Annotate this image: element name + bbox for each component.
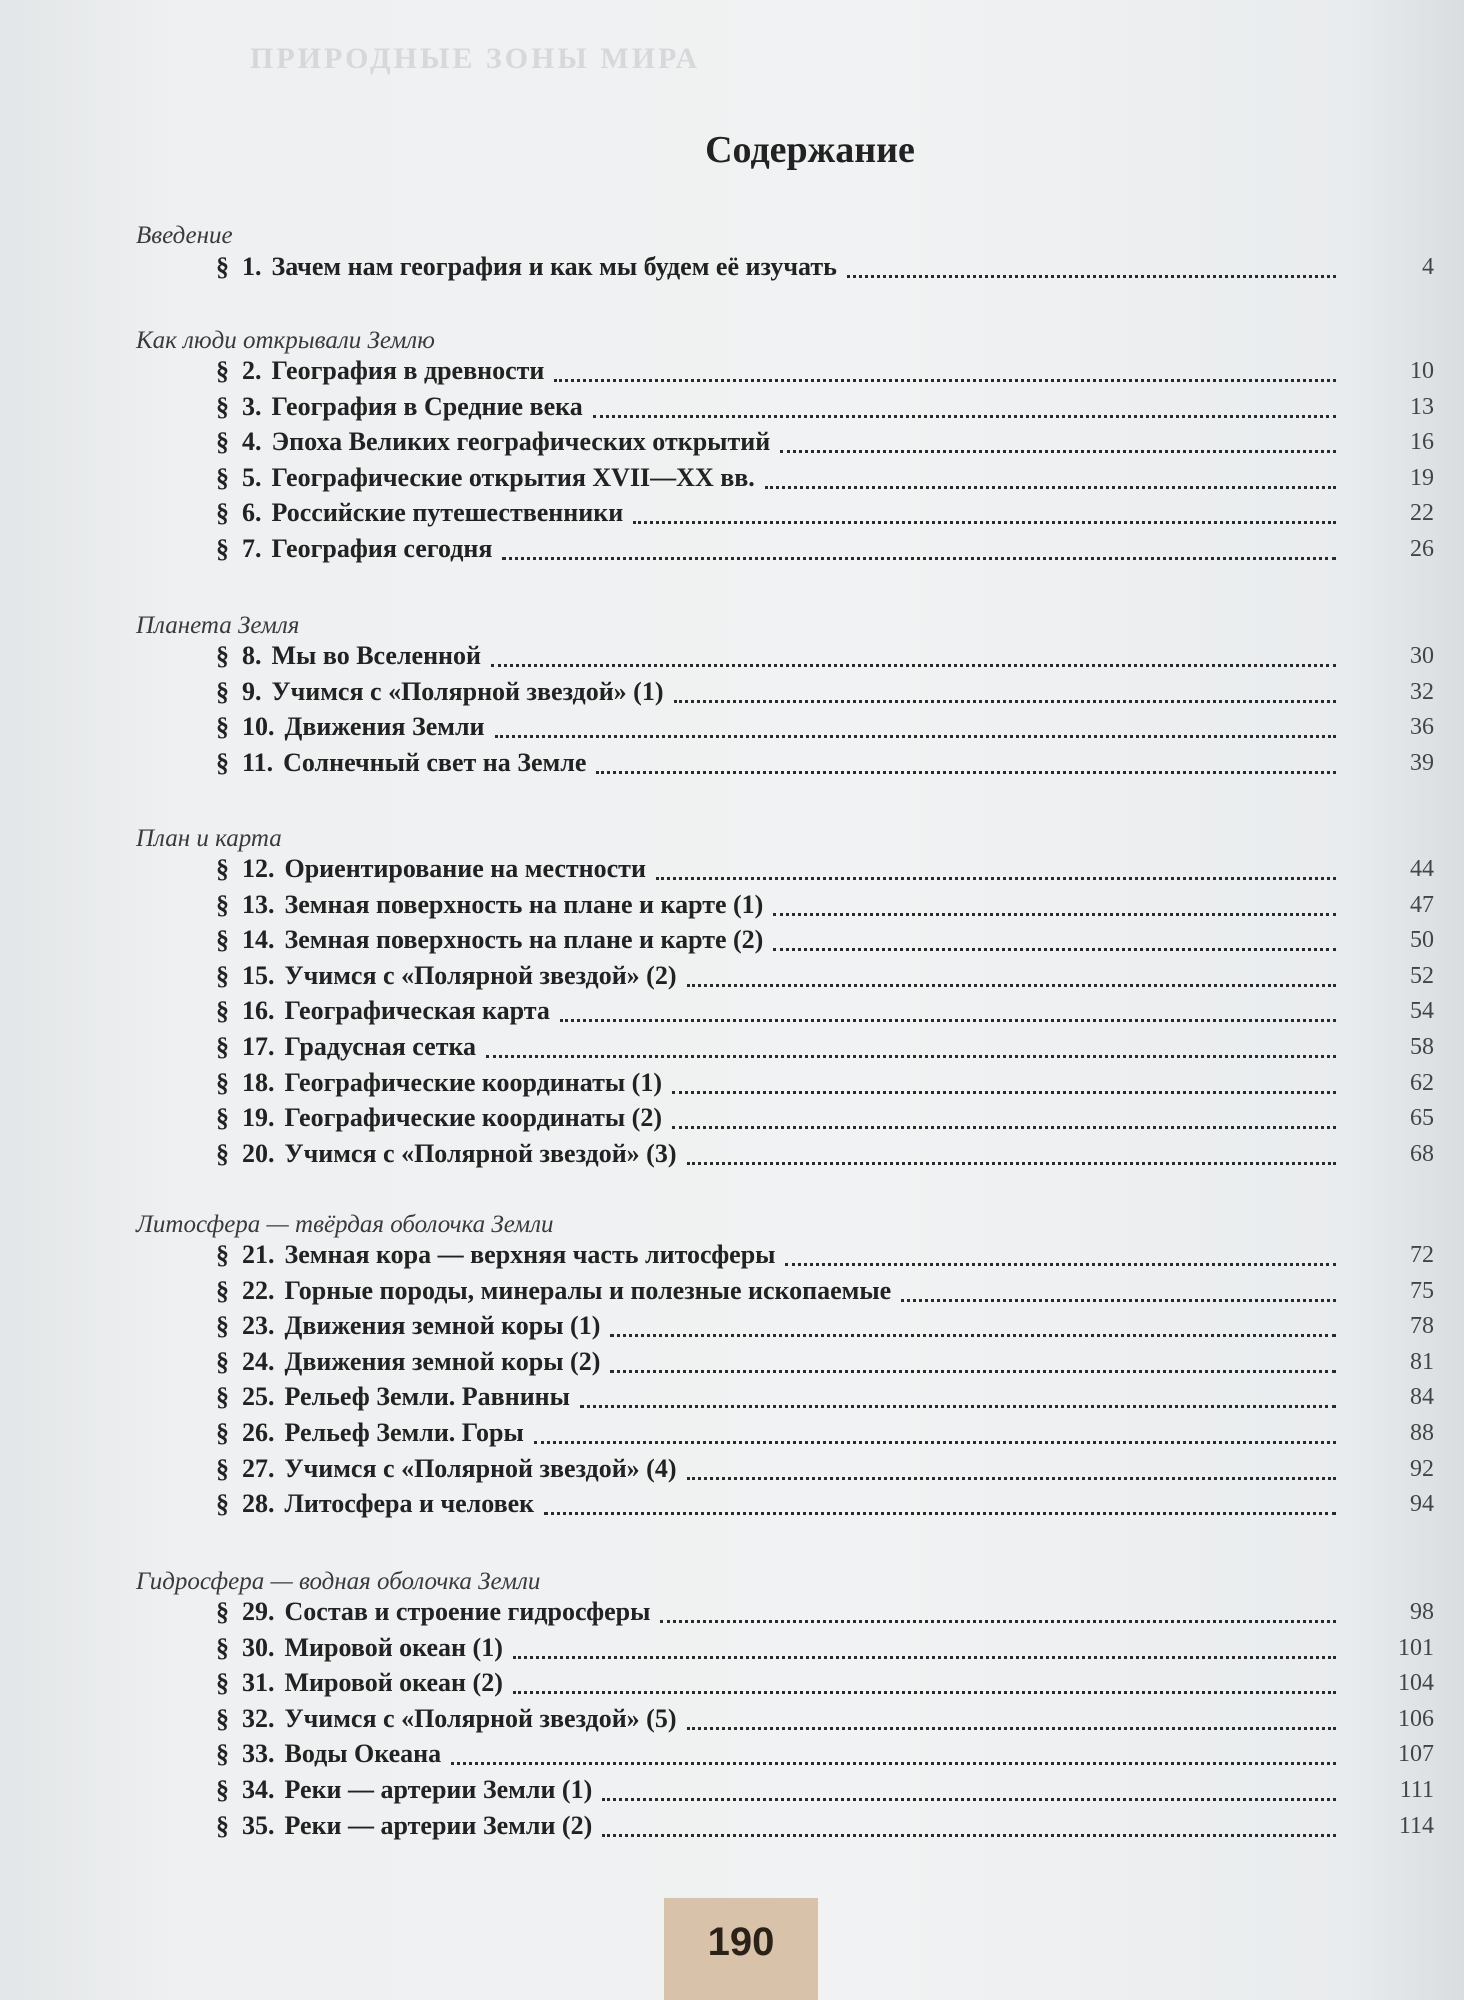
section-symbol: §	[216, 1276, 229, 1305]
toc-entry	[216, 1032, 1346, 1066]
dot-leader	[596, 770, 1336, 774]
toc-entry	[216, 252, 1346, 286]
dot-leader	[847, 274, 1336, 278]
entry-title: Рельеф Земли. Горы	[284, 1418, 524, 1447]
toc-entry	[216, 427, 1346, 461]
toc-entry	[216, 1311, 1346, 1345]
entry-number: 7.	[242, 534, 262, 563]
page-title: Содержание	[705, 129, 915, 171]
entry-page: 68	[1410, 1141, 1434, 1167]
entry-number: 26.	[242, 1418, 275, 1447]
dot-leader	[660, 1619, 1336, 1623]
entry-page: 72	[1410, 1242, 1434, 1268]
entry-title: Мы во Вселенной	[271, 641, 482, 670]
section-symbol: §	[216, 427, 229, 456]
entry-number: 28.	[242, 1489, 275, 1518]
section-symbol: §	[216, 498, 229, 527]
entry-number: 24.	[242, 1347, 275, 1376]
toc-entry	[216, 1382, 1346, 1416]
dot-leader	[580, 1404, 1336, 1408]
dot-leader	[672, 1090, 1336, 1094]
entry-number: 32.	[242, 1704, 275, 1733]
entry-title: Географические открытия XVII—XX вв.	[271, 463, 755, 492]
toc-entry	[216, 498, 1346, 532]
entry-number: 17.	[242, 1032, 275, 1061]
section-title: Гидросфера — водная оболочка Земли	[136, 1568, 541, 1595]
entry-number: 35.	[242, 1811, 275, 1840]
entry-number: 8.	[242, 641, 262, 670]
entry-number: 4.	[242, 427, 262, 456]
entry-page: 4	[1422, 254, 1434, 280]
toc-entry	[216, 890, 1346, 924]
section-title: Как люди открывали Землю	[136, 327, 435, 354]
entry-title: Зачем нам география и как мы будем её изучать	[271, 252, 837, 281]
entry-number: 27.	[242, 1454, 275, 1483]
entry-title: Мировой океан (1)	[284, 1633, 503, 1662]
dot-leader	[554, 378, 1336, 382]
entry-title: Российские путешественники	[271, 498, 624, 527]
dot-leader	[785, 1262, 1336, 1266]
toc-entry	[216, 961, 1346, 995]
dot-leader	[687, 1476, 1337, 1480]
page-number-box	[664, 1898, 818, 2000]
entry-number: 19.	[242, 1103, 275, 1132]
entry-page: 36	[1410, 714, 1434, 740]
dot-leader	[656, 876, 1336, 880]
entry-page: 88	[1410, 1420, 1434, 1446]
entry-number: 9.	[242, 677, 262, 706]
dot-leader	[560, 1018, 1336, 1022]
entry-page: 32	[1410, 679, 1434, 705]
dot-leader	[513, 1655, 1336, 1659]
entry-number: 31.	[242, 1668, 275, 1697]
toc-entry	[216, 854, 1346, 888]
entry-page: 65	[1410, 1105, 1434, 1131]
entry-title: Земная поверхность на плане и карте (1)	[284, 890, 764, 919]
section-symbol: §	[216, 1032, 229, 1061]
dot-leader	[486, 1054, 1336, 1058]
entry-page: 39	[1410, 750, 1434, 776]
entry-title: География в Средние века	[271, 392, 583, 421]
entry-page: 92	[1410, 1456, 1434, 1482]
section-title: Введение	[136, 222, 233, 249]
dot-leader	[451, 1761, 1336, 1765]
entry-number: 11.	[242, 748, 274, 777]
entry-title: Градусная сетка	[284, 1032, 477, 1061]
section-symbol: §	[216, 356, 229, 385]
entry-title: Движения земной коры (1)	[284, 1311, 601, 1340]
toc-entry	[216, 1704, 1346, 1738]
entry-number: 25.	[242, 1382, 275, 1411]
entry-title: Горные породы, минералы и полезные ископаемые	[284, 1276, 892, 1305]
toc-entry	[216, 1739, 1346, 1773]
entry-number: 22.	[242, 1276, 275, 1305]
entry-title: Солнечный свет на Земле	[283, 748, 587, 777]
toc-entry	[216, 392, 1346, 426]
entry-number: 18.	[242, 1068, 275, 1097]
entry-page: 107	[1398, 1741, 1434, 1767]
toc-entry	[216, 925, 1346, 959]
toc-entry	[216, 996, 1346, 1030]
toc-entry	[216, 1139, 1346, 1173]
dot-leader	[602, 1833, 1336, 1837]
section-symbol: §	[216, 1418, 229, 1447]
entry-number: 29.	[242, 1597, 275, 1626]
section-symbol: §	[216, 1704, 229, 1733]
running-header: ПРИРОДНЫЕ ЗОНЫ МИРА	[250, 42, 701, 75]
entry-number: 6.	[242, 498, 262, 527]
entry-page: 22	[1410, 500, 1434, 526]
entry-title: Учимся с «Полярной звездой» (3)	[284, 1139, 677, 1168]
section-title: Литосфера — твёрдая оболочка Земли	[136, 1211, 554, 1238]
entry-page: 16	[1410, 429, 1434, 455]
entry-page: 75	[1410, 1278, 1434, 1304]
toc-entry	[216, 1276, 1346, 1310]
section-symbol: §	[216, 252, 229, 281]
section-title: План и карта	[136, 825, 282, 852]
toc-entry	[216, 1597, 1346, 1631]
section-symbol: §	[216, 854, 229, 883]
entry-page: 19	[1410, 465, 1434, 491]
entry-title: Ориентирование на местности	[284, 854, 646, 883]
entry-page: 101	[1398, 1635, 1434, 1661]
section-symbol: §	[216, 925, 229, 954]
entry-number: 10.	[242, 712, 275, 741]
entry-page: 114	[1398, 1813, 1434, 1839]
dot-leader	[544, 1511, 1336, 1515]
entry-page: 30	[1410, 643, 1434, 669]
entry-number: 21.	[242, 1240, 275, 1269]
section-symbol: §	[216, 1489, 229, 1518]
dot-leader	[773, 947, 1336, 951]
section-symbol: §	[216, 1311, 229, 1340]
toc-entry	[216, 748, 1346, 782]
entry-page: 44	[1410, 856, 1434, 882]
dot-leader	[610, 1369, 1336, 1373]
dot-leader	[687, 1726, 1337, 1730]
entry-title: Состав и строение гидросферы	[284, 1597, 651, 1626]
entry-page: 10	[1410, 358, 1434, 384]
section-symbol: §	[216, 1103, 229, 1132]
section-symbol: §	[216, 1633, 229, 1662]
dot-leader	[672, 1125, 1336, 1129]
toc-entry	[216, 677, 1346, 711]
entry-title: Реки — артерии Земли (1)	[284, 1775, 593, 1804]
entry-title: Эпоха Великих географических открытий	[271, 427, 771, 456]
entry-number: 13.	[242, 890, 275, 919]
section-symbol: §	[216, 534, 229, 563]
dot-leader	[765, 485, 1336, 489]
toc-entry	[216, 1633, 1346, 1667]
toc-entry	[216, 1454, 1346, 1488]
dot-leader	[901, 1298, 1336, 1302]
dot-leader	[687, 983, 1337, 987]
section-symbol: §	[216, 996, 229, 1025]
entry-page: 54	[1410, 998, 1434, 1024]
section-symbol: §	[216, 1739, 229, 1768]
entry-number: 23.	[242, 1311, 275, 1340]
entry-page: 111	[1399, 1777, 1434, 1803]
dot-leader	[534, 1440, 1336, 1444]
entry-page: 62	[1410, 1070, 1434, 1096]
toc-entry	[216, 1347, 1346, 1381]
toc-entry	[216, 534, 1346, 568]
entry-number: 2.	[242, 356, 262, 385]
entry-number: 16.	[242, 996, 275, 1025]
toc-entry	[216, 1668, 1346, 1702]
entry-number: 30.	[242, 1633, 275, 1662]
entry-number: 3.	[242, 392, 262, 421]
dot-leader	[610, 1333, 1336, 1337]
entry-title: География в древности	[271, 356, 545, 385]
entry-page: 50	[1410, 927, 1434, 953]
entry-title: Учимся с «Полярной звездой» (5)	[284, 1704, 677, 1733]
section-symbol: §	[216, 1668, 229, 1697]
entry-number: 5.	[242, 463, 262, 492]
section-title: Планета Земля	[136, 612, 300, 639]
entry-title: География сегодня	[271, 534, 493, 563]
entry-title: Воды Океана	[284, 1739, 442, 1768]
toc-entry	[216, 1811, 1346, 1845]
entry-page: 13	[1410, 394, 1434, 420]
entry-number: 12.	[242, 854, 275, 883]
section-symbol: §	[216, 748, 229, 777]
entry-number: 1.	[242, 252, 262, 281]
entry-title: Географические координаты (1)	[284, 1068, 662, 1097]
entry-title: Мировой океан (2)	[284, 1668, 503, 1697]
entry-title: Рельеф Земли. Равнины	[284, 1382, 570, 1411]
section-symbol: §	[216, 1811, 229, 1840]
entry-title: Движения земной коры (2)	[284, 1347, 601, 1376]
section-symbol: §	[216, 1775, 229, 1804]
dot-leader	[513, 1690, 1336, 1694]
section-symbol: §	[216, 1597, 229, 1626]
entry-number: 20.	[242, 1139, 275, 1168]
entry-title: Реки — артерии Земли (2)	[284, 1811, 593, 1840]
section-symbol: §	[216, 712, 229, 741]
section-symbol: §	[216, 463, 229, 492]
page-number: 190	[707, 1920, 775, 1964]
section-symbol: §	[216, 1139, 229, 1168]
toc-entry	[216, 1068, 1346, 1102]
toc-entry	[216, 1240, 1346, 1274]
dot-leader	[491, 663, 1336, 667]
dot-leader	[674, 699, 1337, 703]
entry-page: 58	[1410, 1034, 1434, 1060]
section-symbol: §	[216, 1454, 229, 1483]
entry-number: 34.	[242, 1775, 275, 1804]
dot-leader	[773, 912, 1336, 916]
entry-number: 14.	[242, 925, 275, 954]
entry-title: Земная кора — верхняя часть литосферы	[284, 1240, 776, 1269]
entry-page: 94	[1410, 1491, 1434, 1517]
toc-entry	[216, 463, 1346, 497]
toc-entry	[216, 1775, 1346, 1809]
entry-page: 78	[1410, 1313, 1434, 1339]
section-symbol: §	[216, 1240, 229, 1269]
section-symbol: §	[216, 1382, 229, 1411]
entry-title: Движения Земли	[284, 712, 485, 741]
dot-leader	[602, 1797, 1336, 1801]
section-symbol: §	[216, 392, 229, 421]
entry-number: 15.	[242, 961, 275, 990]
entry-title: Географическая карта	[284, 996, 550, 1025]
entry-title: Учимся с «Полярной звездой» (1)	[271, 677, 664, 706]
section-symbol: §	[216, 1347, 229, 1376]
toc-entry	[216, 712, 1346, 746]
section-symbol: §	[216, 961, 229, 990]
entry-page: 81	[1410, 1349, 1434, 1375]
toc-entry	[216, 641, 1346, 675]
dot-leader	[780, 449, 1336, 453]
toc-entry	[216, 1418, 1346, 1452]
entry-page: 52	[1410, 963, 1434, 989]
entry-title: Литосфера и человек	[284, 1489, 535, 1518]
entry-number: 33.	[242, 1739, 275, 1768]
dot-leader	[502, 556, 1336, 560]
entry-page: 84	[1410, 1384, 1434, 1410]
dot-leader	[633, 520, 1336, 524]
entry-page: 104	[1398, 1670, 1434, 1696]
section-symbol: §	[216, 641, 229, 670]
section-symbol: §	[216, 1068, 229, 1097]
dot-leader	[495, 734, 1336, 738]
entry-page: 26	[1410, 536, 1434, 562]
entry-title: Учимся с «Полярной звездой» (4)	[284, 1454, 677, 1483]
entry-title: Учимся с «Полярной звездой» (2)	[284, 961, 677, 990]
section-symbol: §	[216, 890, 229, 919]
entry-page: 47	[1410, 892, 1434, 918]
toc-entry	[216, 1103, 1346, 1137]
entry-title: Географические координаты (2)	[284, 1103, 662, 1132]
toc-entry	[216, 356, 1346, 390]
dot-leader	[687, 1161, 1337, 1165]
entry-page: 106	[1398, 1706, 1434, 1732]
entry-title: Земная поверхность на плане и карте (2)	[284, 925, 764, 954]
section-symbol: §	[216, 677, 229, 706]
dot-leader	[593, 414, 1336, 418]
entry-page: 98	[1410, 1599, 1434, 1625]
toc-entry	[216, 1489, 1346, 1523]
